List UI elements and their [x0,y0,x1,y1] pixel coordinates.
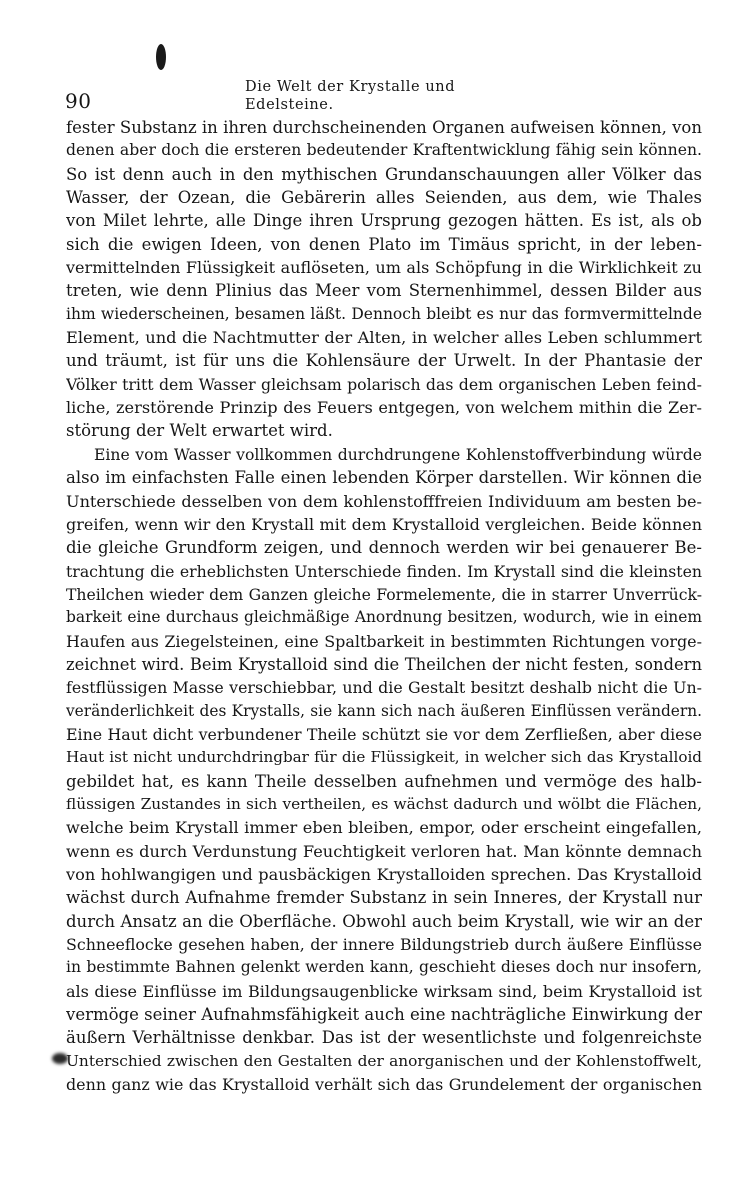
text-line: So ist denn auch in den mythischen Grundanschauungen aller Völker das [66,164,702,184]
text-line: zeichnet wird. Beim Krystalloid sind die Theilchen der nicht festen, sondern [66,654,702,674]
text-line: wächst durch Aufnahme fremder Substanz in sein Inneres, der Krystall nur [66,888,702,908]
text-line: als diese Einflüsse im Bildungsaugenblicke wirksam sind, beim Krystalloid ist [66,981,702,1001]
text-line: Eine vom Wasser vollkommen durchdrungene Kohlenstoffverbindung würde [94,444,702,464]
text-line: von Milet lehrte, alle Dinge ihren Ursprung gezogen hätten. Es ist, als ob [66,211,702,231]
text-line: also im einfachsten Falle einen lebenden Körper darstellen. Wir können die [66,468,702,488]
text-line: liche, zerstörende Prinzip des Feuers entgegen, von welchem mithin die Zer- [66,398,702,418]
paragraph-1 [66,116,702,443]
text-line: Unterschied zwischen den Gestalten der anorganischen und der Kohlenstoffwelt, [66,1051,702,1070]
text-line: vermittelnden Flüssigkeit auflöseten, um als Schöpfung in die Wirklichkeit zu [66,258,702,278]
body-text [66,116,702,1096]
text-line: die gleiche Grundform zeigen, und dennoch werden wir bei genauerer Be- [66,538,702,558]
text-line: Schneeflocke gesehen haben, der innere Bildungstrieb durch äußere Einflüsse [66,935,702,955]
text-line: Wasser, der Ozean, die Gebärerin alles Seienden, aus dem, wie Thales [66,188,702,208]
text-line: barkeit eine durchaus gleichmäßige Anordnung besitzen, wodurch, wie in einem [66,608,702,627]
text-line: denen aber doch die ersteren bedeutender Kraftentwicklung fähig sein können. [66,141,702,160]
text-line: welche beim Krystall immer eben bleiben, empor, oder erscheint eingefallen, [66,818,702,838]
text-line: flüssigen Zustandes in sich vertheilen, es wächst dadurch und wölbt die Flächen, [66,794,702,813]
text-line: durch Ansatz an die Oberfläche. Obwohl auch beim Krystall, wie wir an der [66,911,702,931]
text-line: und träumt, ist für uns die Kohlensäure der Urwelt. In der Phantasie der [66,351,702,371]
text-line: festflüssigen Masse verschiebbar, und die Gestalt besitzt deshalb nicht die Un- [66,678,702,698]
text-line: wenn es durch Verdunstung Feuchtigkeit verloren hat. Man könnte demnach [66,841,702,861]
text-line: sich die ewigen Ideen, von denen Plato im Timäus spricht, in der leben- [66,234,702,254]
text-line: fester Substanz in ihren durchscheinenden Organen aufweisen können, von [66,118,702,137]
text-line: Element, und die Nachtmutter der Alten, in welcher alles Leben schlummert [66,328,702,348]
text-line: ihm wiederscheinen, besamen läßt. Dennoch bleibt es nur das formvermittelnde [66,304,702,323]
text-line: gebildet hat, es kann Theile desselben aufnehmen und vermöge des halb- [66,771,702,791]
text-line: greifen, wenn wir den Krystall mit dem Krystalloid vergleichen. Beide können [66,514,702,534]
text-line: Haufen aus Ziegelsteinen, eine Spaltbarkeit in bestimmten Richtungen vorge- [66,631,702,651]
text-line: vermöge seiner Aufnahmsfähigkeit auch eine nachträgliche Einwirkung der [66,1005,702,1025]
text-line: Theilchen wieder dem Ganzen gleiche Formelemente, die in starrer Unverrück- [66,584,702,604]
page-number: 90 [65,89,92,113]
text-line: veränderlichkeit des Krystalls, sie kann sich nach äußeren Einflüssen verändern. [66,701,702,720]
running-title: Die Welt der Krystalle und Edelsteine. [245,79,456,113]
text-line: Haut ist nicht undurchdringbar für die Flüssigkeit, in welcher sich das Krystalloid [66,748,702,767]
text-line: äußern Verhältnisse denkbar. Das ist der wesentlichste und folgenreichste [66,1028,702,1048]
text-line: störung der Welt erwartet wird. [66,421,333,441]
paragraph-2 [66,443,702,1097]
text-line: in bestimmte Bahnen gelenkt werden kann, geschieht dieses doch nur insofern, [66,958,702,977]
text-line: von hohlwangigen und pausbäckigen Krystalloiden sprechen. Das Krystalloid [66,865,702,884]
text-line: Völker tritt dem Wasser gleichsam polarisch das dem organischen Leben feind- [66,374,702,394]
ink-smudge-top [156,44,166,70]
text-line: denn ganz wie das Krystalloid verhält sich das Grundelement der organischen [66,1075,702,1095]
text-line: Unterschiede desselben von dem kohlenstofffreien Individuum am besten be- [66,491,702,511]
text-line: trachtung die erheblichsten Unterschiede finden. Im Krystall sind die kleinsten [66,561,702,581]
text-line: treten, wie denn Plinius das Meer vom Sternenhimmel, dessen Bilder aus [66,281,702,301]
text-line: Eine Haut dicht verbundener Theile schützt sie vor dem Zerfließen, aber diese [66,724,702,744]
